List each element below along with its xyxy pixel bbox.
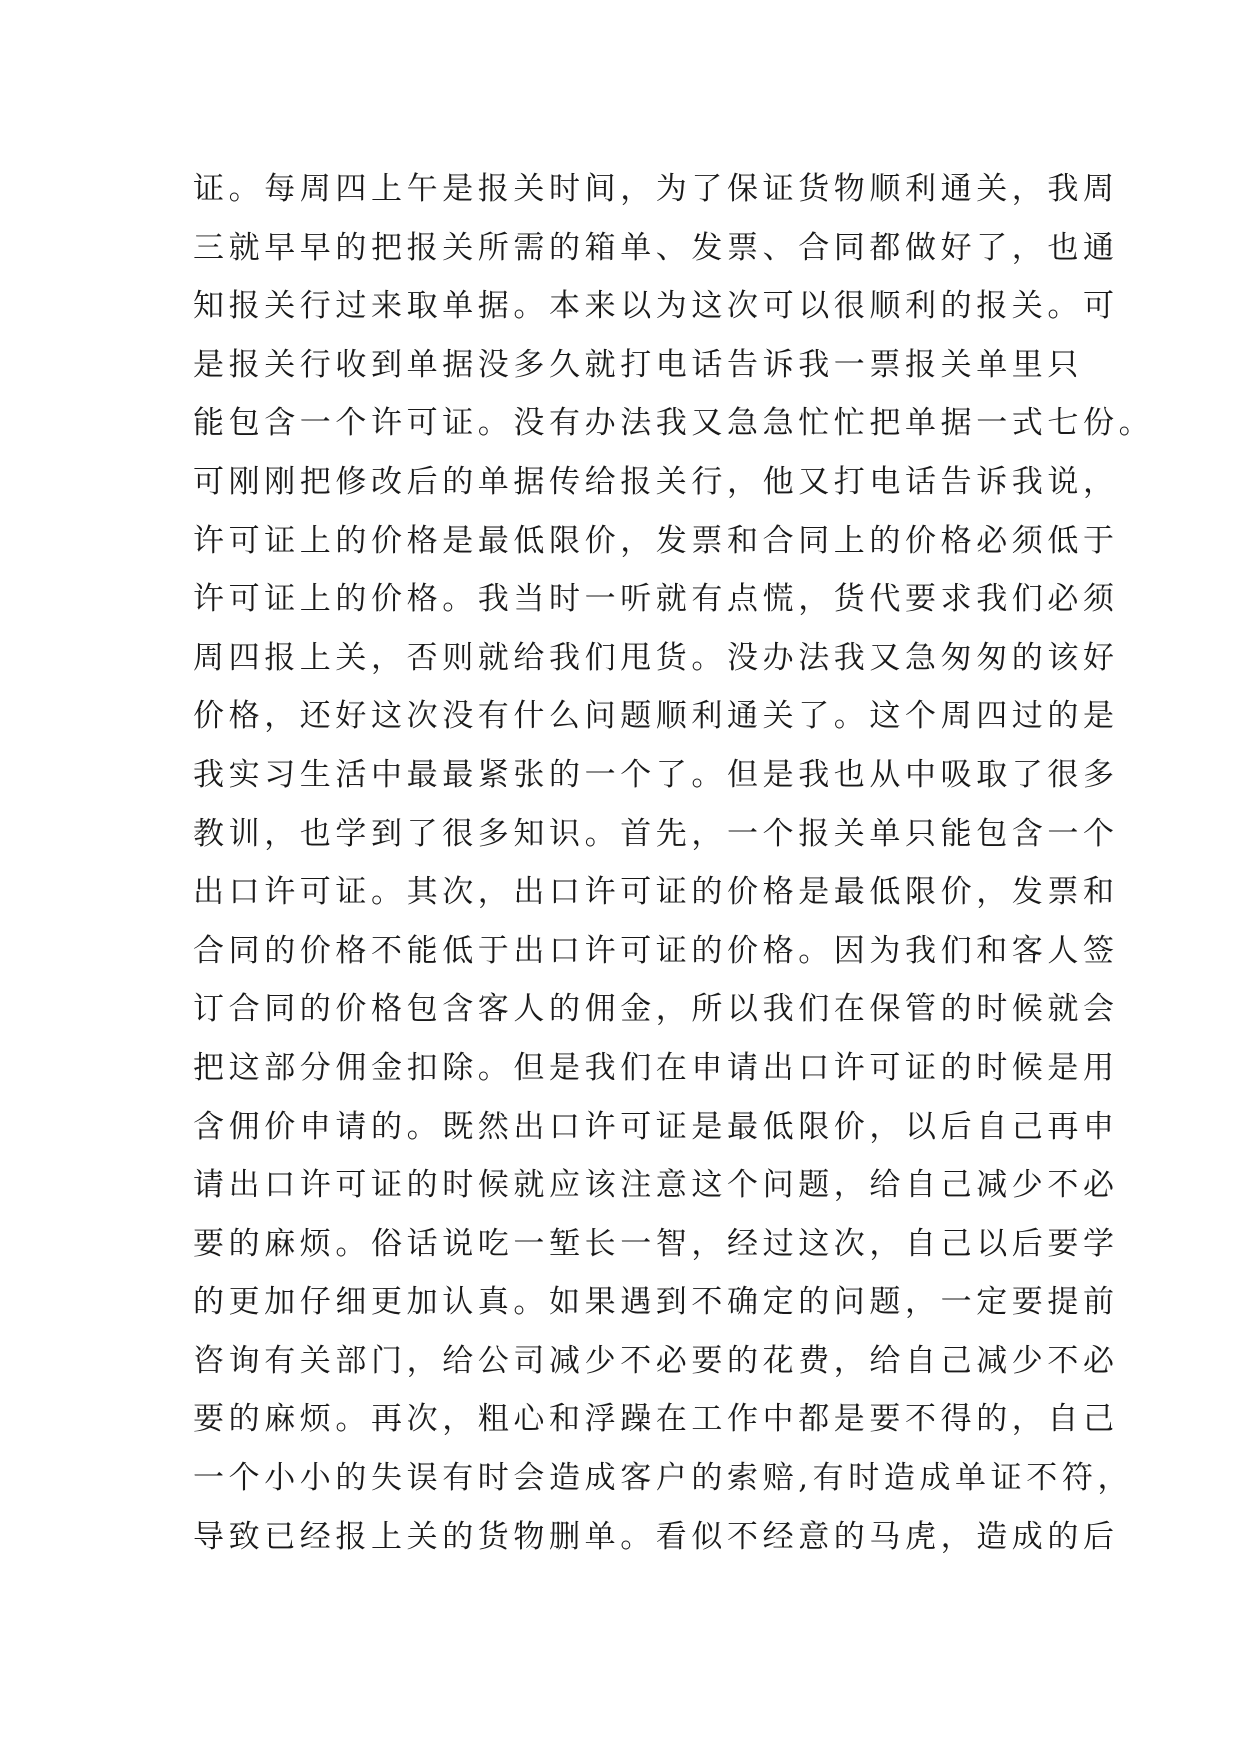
text-line: 证。每周四上午是报关时间，为了保证货物顺利通关，我周 xyxy=(193,171,1119,207)
text-line: 的更加仔细更加认真。如果遇到不确定的问题，一定要提前 xyxy=(193,1284,1119,1321)
text-line: 订合同的价格包含客人的佣金，所以我们在保管的时候就会 xyxy=(193,991,1119,1028)
text-line: 要的麻烦。俗话说吃一堑长一智，经过这次，自己以后要学 xyxy=(193,1225,1119,1262)
text-line: 是报关行收到单据没多久就打电话告诉我一票报关单里只 xyxy=(193,346,1083,383)
text-line: 含佣价申请的。既然出口许可证是最低限价，以后自己再申 xyxy=(193,1108,1119,1145)
text-line: 许可证上的价格是最低限价，发票和合同上的价格必须低于 xyxy=(193,522,1119,559)
text-line: 知报关行过来取单据。本来以为这次可以很顺利的报关。可 xyxy=(193,288,1119,325)
text-line: 合同的价格不能低于出口许可证的价格。因为我们和客人签 xyxy=(193,932,1119,969)
text-line: 许可证上的价格。我当时一听就有点慌，货代要求我们必须 xyxy=(193,581,1119,618)
text-line: 一个小小的失误有时会造成客户的索赔,有时造成单证不符， xyxy=(193,1460,1134,1497)
text-line: 出口许可证。其次，出口许可证的价格是最低限价，发票和 xyxy=(193,874,1119,911)
text-line: 教训，也学到了很多知识。首先，一个报关单只能包含一个 xyxy=(193,815,1119,852)
text-line: 价格，还好这次没有什么问题顺利通关了。这个周四过的是 xyxy=(193,698,1119,735)
text-line: 把这部分佣金扣除。但是我们在申请出口许可证的时候是用 xyxy=(193,1049,1119,1086)
text-line: 要的麻烦。再次，粗心和浮躁在工作中都是要不得的，自己 xyxy=(193,1401,1119,1438)
text-line: 咨询有关部门，给公司减少不必要的花费，给自己减少不必 xyxy=(193,1342,1119,1379)
text-line: 我实习生活中最最紧张的一个了。但是我也从中吸取了很多 xyxy=(193,756,1119,793)
text-line: 可刚刚把修改后的单据传给报关行，他又打电话告诉我说， xyxy=(193,463,1119,500)
text-line: 三就早早的把报关所需的箱单、发票、合同都做好了，也通 xyxy=(193,229,1119,266)
text-line: 能包含一个许可证。没有办法我又急急忙忙把单据一式七份。 xyxy=(193,405,1155,442)
text-line: 周四报上关，否则就给我们甩货。没办法我又急匆匆的该好 xyxy=(193,639,1119,676)
text-line: 请出口许可证的时候就应该注意这个问题，给自己减少不必 xyxy=(193,1167,1119,1204)
body-text xyxy=(193,160,1155,1566)
text-line: 导致已经报上关的货物删单。看似不经意的马虎，造成的后 xyxy=(193,1518,1119,1555)
